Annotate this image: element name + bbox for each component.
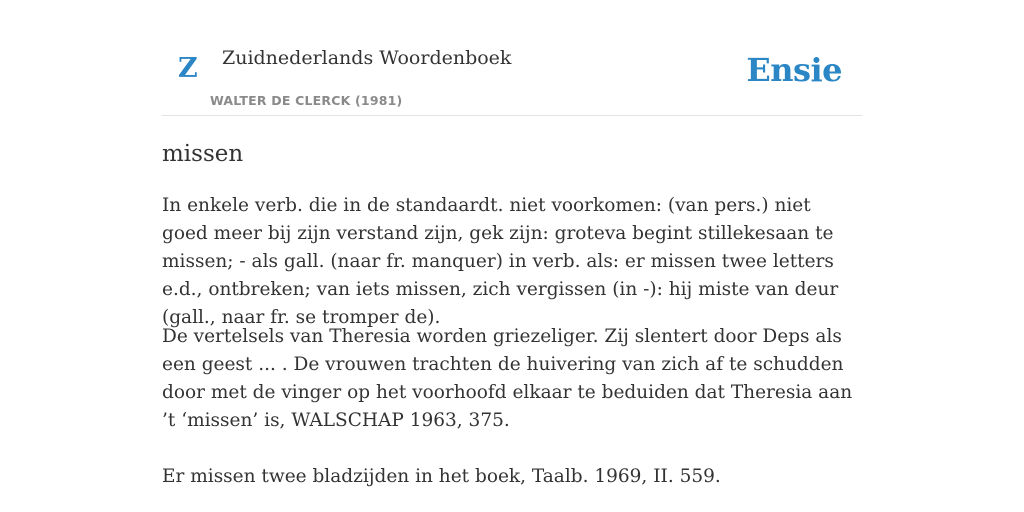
dictionary-author: WALTER DE CLERCK (1981) [210, 93, 403, 108]
entry-definition: In enkele verb. die in de standaardt. niet voorkomen: (van pers.) niet goed meer bij zijn verstand zijn, gek zijn: groteva begint stillekesaan te missen; - als gall. (naar fr. manquer) in verb. als: er missen twee letters e.d., ontbreken; van iets missen, zich vergissen (in -): hij miste van deur (gall., naar fr. se tromper de). [162, 195, 839, 328]
entry-example-quote: De vertelsels van Theresia worden griezeliger. Zij slentert door Deps als een geest ... . De vrouwen trachten de huivering van zich af te schudden door met de vinger op het voorhoofd elkaar te beduiden dat Theresia aan ’t ‘missen’ is, WALSCHAP 1963, 375. [162, 326, 853, 431]
ensie-logo-link[interactable]: Ensie [746, 51, 842, 89]
dictionary-logo-letter[interactable]: Z [178, 53, 198, 84]
entry-example-sentence: Er missen twee bladzijden in het boek, Taalb. 1969, II. 559. [162, 466, 721, 487]
entry-headword: missen [162, 141, 244, 167]
page [162, 0, 862, 512]
dictionary-title-link[interactable]: Zuidnederlands Woordenboek [222, 47, 512, 69]
dictionary-header [162, 0, 862, 116]
